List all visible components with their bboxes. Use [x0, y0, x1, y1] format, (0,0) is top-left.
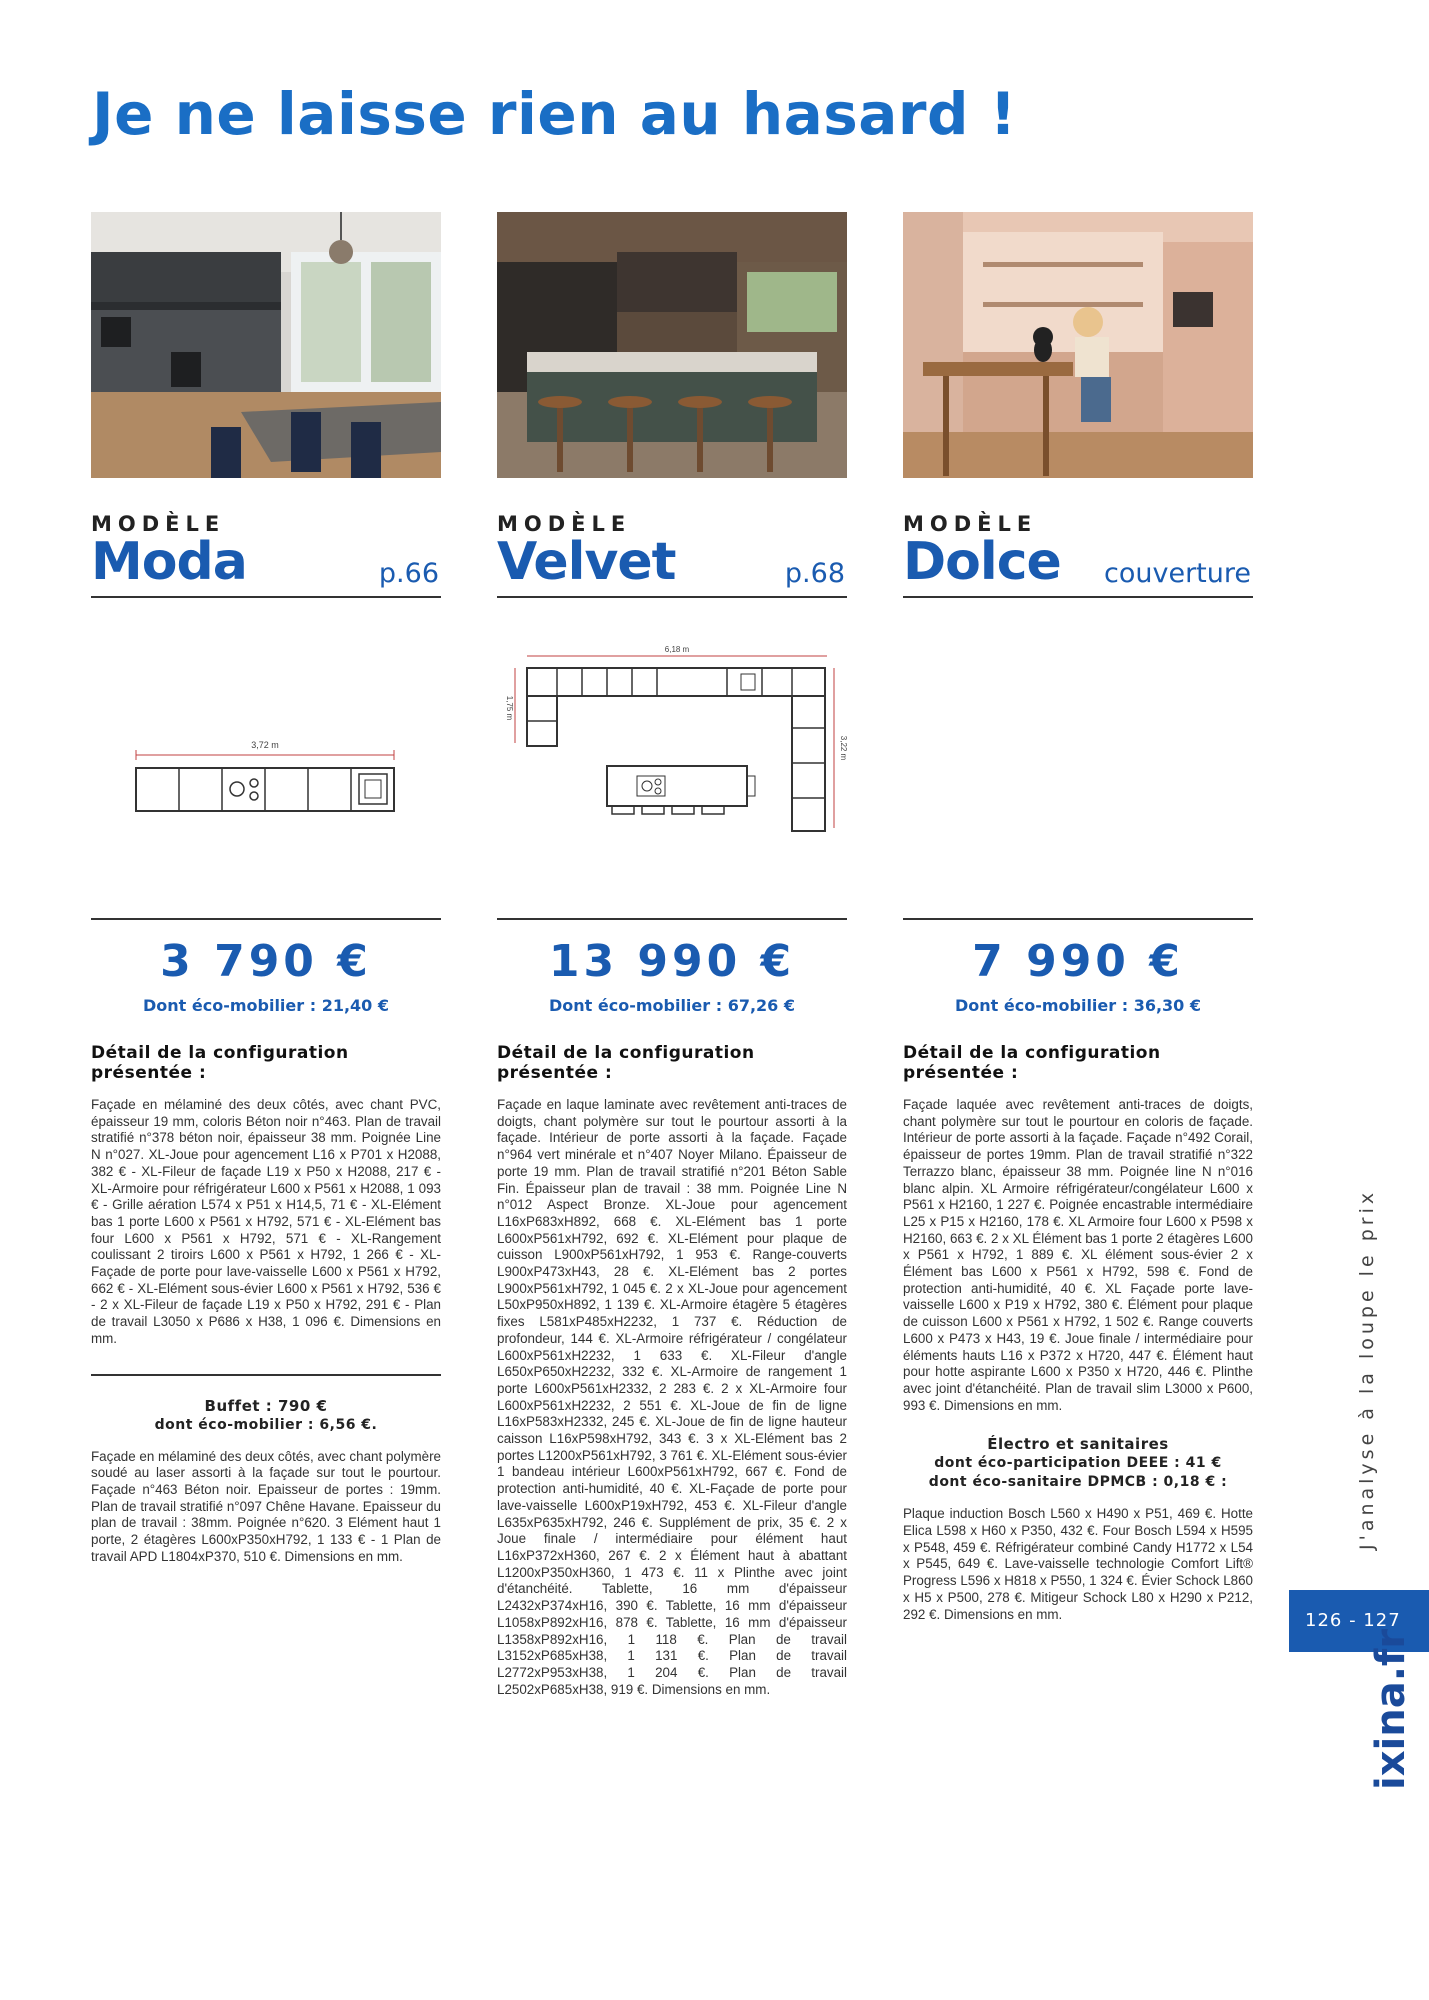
price: 13 990 € — [548, 936, 796, 987]
divider — [91, 1374, 441, 1376]
buffet-eco: dont éco-mobilier : 6,56 €. — [154, 1416, 378, 1433]
detail-title: Détail de la configuration présentée : — [903, 1043, 1161, 1083]
moda-floor-plan — [91, 598, 441, 918]
model-name: Velvet — [497, 532, 676, 592]
electro-text: Plaque induction Bosch L560 x H490 x P51, 469 €. Hotte Elica L598 x H60 x P350, 432 €. Four Bosch L594 x H595 x P548, 459 €. Réfrigérateur combiné Candy H1772 x L54 x P545, 649 €. Lave-vaisselle technologie Comfort Lift® Progress L596 x H818 x P550, 1 324 €. Évier Schock L860 x H5 x P500, 278 €. Mitigeur Schock L80 x H290 x P212, 292 €. Dimensions en mm. — [903, 1506, 1253, 1622]
detail-title: Détail de la configuration présentée : — [91, 1043, 349, 1083]
side-tagline: J'analyse à la loupe le prix — [1356, 1188, 1378, 1550]
plan-dimension-top: 6,18 m — [664, 645, 690, 654]
price-box — [903, 918, 1253, 1015]
modele-label: MODÈLE — [497, 512, 632, 536]
page-headline: Je ne laisse rien au hasard ! — [92, 80, 1017, 148]
detail-text: Façade en laque laminate avec revêtement anti-traces de doigts, chant polymère sur tout le pourtour assorti à la façade. Intérieur de porte assorti à la façade. Façade n°964 vert minérale et n°407 Noyer Milano. Épaisseur de porte 19 mm. Plan de travail stratifié n°201 Béton Sable Fin. Épaisseur plan de travail : 38 mm. Poignée Line N n°012 Aspect Bronze. XL-Joue pour agencement L16xP683xH892, 668 €. XL-Elément bas 1 porte L600xP561xH792, 692 €. XL-Elément pour plaque de cuisson L900xP561xH792, 1 953 €. Range-couverts L900xP473xH43, 28 €. XL-Elément bas 2 portes L900xP561xH792, 1 045 €. 2 x XL-Joue pour agencement L50xP950xH892, 1 139 €. XL-Armoire étagère 5 étagères fixes L581xP485xH2232, 1 737 €. Réduction de profondeur, 144 €. XL-Armoire réfrigérateur / congélateur L600xP561xH2232, 1 633 €. XL-Fileur d'angle L650xP650xH2232, 332 €. XL-Armoire de rangement 1 porte L600xP561xH2332, 2 283 €. 2 x XL-Armoire four L600xP561xH2232, 2 551 €. XL-Joue de fin de ligne L16xP583xH2332, 245 €. XL-Joue de fin de ligne hauteur caisson L16xP598xH792, 343 €. 3 x XL-Elément bas 2 portes L1200xP561xH792, 3 761 €. XL-Elément sous-évier 1 bandeau intérieur L600xP561xH792, 667 €. Fond de protection anti-humidité, 40 €. XL-Façade de porte pour lave-vaisselle L600xP19xH792, 453 €. XL-Fileur d'angle L635xP635xH792, 246 €. Supplément de prix, 35 €. 2 x Joue finale / intermédiaire pour élément haut L16xP372xH360, 267 €. 2 x Élément haut à abattant L1200xP350xH360, 1 473 €. 11 x Plinthe avec joint d'étanchéité. Tablette, 16 mm d'épaisseur L2432xP374xH16, 390 €. Tablette, 16 mm d'épaisseur L1058xP892xH16, 878 €. Tablette, 16 mm d'épaisseur L1358xP892xH16, 1 118 €. Plan de travail L3152xP685xH38, 1 131 €. Plan de travail L2772xP953xH38, 1 204 €. Plan de travail L2502xP685xH38, 919 €. Dimensions en mm. — [497, 1097, 847, 1697]
velvet-kitchen-photo — [497, 212, 847, 478]
model-column-velvet — [497, 212, 847, 1698]
eco-mobilier: Dont éco-mobilier : 36,30 € — [954, 996, 1201, 1015]
price-box — [91, 918, 441, 1015]
modele-label: MODÈLE — [91, 512, 226, 536]
model-name-row — [91, 532, 441, 598]
page-reference[interactable]: p.68 — [784, 558, 845, 589]
buffet-title: Buffet : 790 € — [204, 1396, 328, 1415]
brand-logo[interactable]: ixina.fr — [1368, 1628, 1414, 1790]
velvet-floor-plan — [497, 598, 847, 918]
plan-dimension-left: 1,75 m — [505, 695, 514, 721]
price: 3 790 € — [160, 936, 372, 987]
plan-dimension: 3,72 m — [251, 740, 279, 750]
detail-title: Détail de la configuration présentée : — [497, 1043, 755, 1083]
model-name: Dolce — [903, 532, 1061, 592]
model-column-moda — [91, 212, 441, 1565]
electro-eco-sanitaire: dont éco-sanitaire DPMCB : 0,18 € : — [928, 1474, 1228, 1491]
model-column-dolce — [903, 212, 1253, 1623]
eco-mobilier: Dont éco-mobilier : 67,26 € — [548, 996, 795, 1015]
page-numbers: 126 - 127 — [1289, 1590, 1429, 1652]
model-name: Moda — [91, 532, 247, 592]
eco-mobilier: Dont éco-mobilier : 21,40 € — [142, 996, 389, 1015]
electro-title: Électro et sanitaires — [987, 1435, 1169, 1454]
price-box — [497, 918, 847, 1015]
page-reference[interactable]: p.66 — [378, 558, 439, 589]
model-name-row — [497, 532, 847, 598]
page-reference[interactable]: couverture — [1104, 558, 1251, 589]
dolce-kitchen-photo — [903, 212, 1253, 478]
plan-dimension-right: 3,22 m — [839, 735, 848, 761]
model-name-row — [903, 532, 1253, 598]
detail-text: Façade laquée avec revêtement anti-traces de doigts, chant polymère sur tout le pourtour en coloris de façade. Intérieur de porte assorti à la façade. Façade n°492 Corail, épaisseur de portes 19mm. Plan de travail stratifié n°322 Terrazzo blanc, épaisseur 38 mm. Poignée line N n°016 blanc alpin. XL Armoire réfrigérateur/congélateur L600 x P561 x H2160, 1 227 €. Poignée encastrable intermédiaire L25 x P15 x H2160, 178 €. XL Armoire four L600 x P598 x H2160, 663 €. 2 x XL Élément bas 1 porte 2 étagères L600 x P561 x H792, 1 889 €. XL élément sous-évier 2 x Élément bas L600 x P561 x H792, 598 €. Fond de protection anti-humidité, 40 €. XL Façade porte lave-vaisselle L600 x P19 x H792, 380 €. Élément pour plaque de cuisson L600 x P561 x H792, 1 502 €. Range couverts L600 x P473 x H43, 19 €. Joue finale / intermédiaire pour éléments hauts L16 x P372 x H720, 447 €. Élément haut pour hotte aspirante L600 x P350 x H720, 446 €. Plinthe avec joint d'étanchéité. Plan de travail slim L3000 x P600, 993 €. Dimensions en mm. — [903, 1097, 1253, 1413]
modele-label: MODÈLE — [903, 512, 1038, 536]
price: 7 990 € — [972, 936, 1184, 987]
detail-text: Façade en mélaminé des deux côtés, avec chant PVC, épaisseur 19 mm, coloris Béton noir n°463. Plan de travail stratifié n°378 béton noir, épaisseur 38 mm. Poignée Line N n°027. XL-Joue pour agencement L16 x P701 x H2088, 382 € - XL-Fileur de façade L19 x P50 x H2088, 217 € - XL-Armoire pour réfrigérateur L600 x P561 x H2088, 1 093 € - Grille aération L574 x P51 x H14,5, 71 € - XL-Elément bas 1 porte L600 x P561 x H792, 571 € - XL-Elément bas four L600 x P561 x H792, 571 € - XL-Rangement coulissant 2 tiroirs L600 x P561 x H792, 1 266 € - XL-Façade de porte pour lave-vaisselle L600 x P561 x H792, 662 € - XL-Elément sous-évier L600 x P561 x H792, 536 € - 2 x XL-Fileur de façade L19 x P50 x H792, 291 € - Plan de travail L3050 x P686 x H38, 1 096 €. Dimensions en mm. — [91, 1097, 441, 1346]
electro-eco-deee: dont éco-participation DEEE : 41 € — [934, 1455, 1222, 1472]
dolce-plan-area — [903, 598, 1253, 918]
buffet-text: Façade en mélaminé des deux côtés, avec chant polymère soudé au laser assorti à la façade sur tout le pourtour. Façade n°463 Béton noir. Epaisseur de portes : 19mm. Plan de travail stratifié n°097 Chêne Havane. Epaisseur du plan de travail : 38mm. Poignée n°620. 3 Elément haut 1 porte, 2 étagères L600xP350xH792, 1 133 € - 1 Plan de travail APD L1804xP370, 510 €. Dimensions en mm. — [91, 1448, 441, 1564]
moda-kitchen-photo — [91, 212, 441, 478]
